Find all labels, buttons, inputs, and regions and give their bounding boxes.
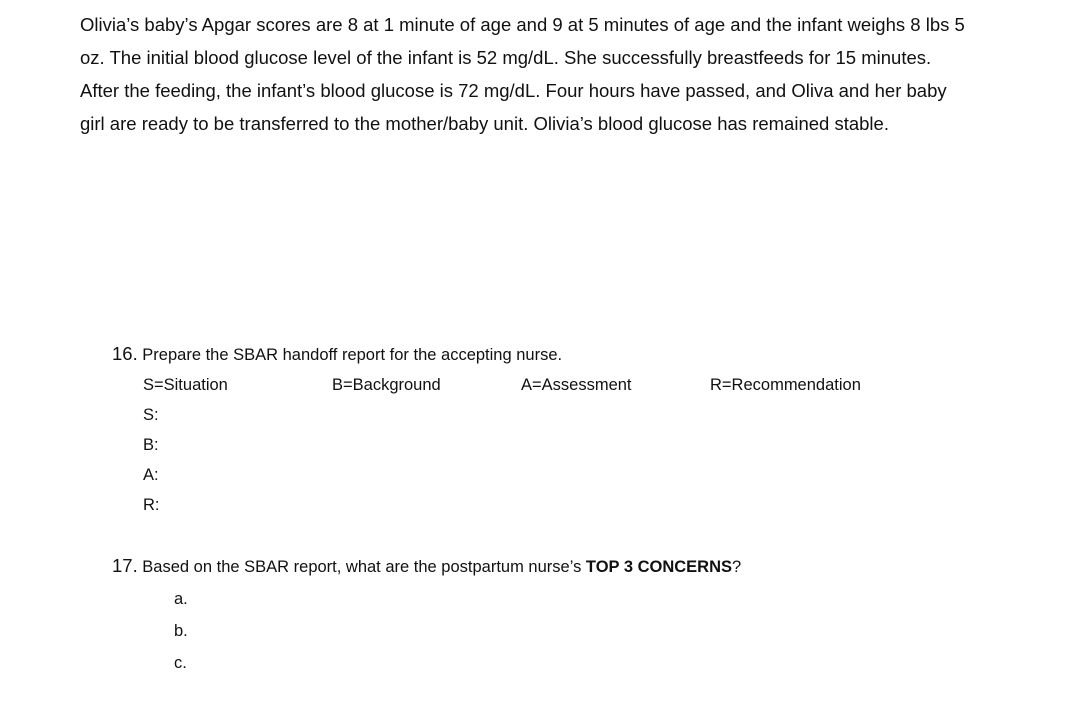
question-text: Prepare the SBAR handoff report for the accepting nurse.	[137, 346, 563, 364]
sbar-key-assessment: A=Assessment	[521, 376, 632, 394]
answer-item-a: a.	[174, 590, 188, 608]
question-emphasis: TOP 3 CONCERNS	[585, 558, 733, 576]
sbar-key-recommendation: R=Recommendation	[710, 376, 861, 394]
sbar-line-b: B:	[143, 436, 159, 454]
question-text: Based on the SBAR report, what are the postpartum nurse’s	[137, 558, 586, 576]
sbar-line-a: A:	[143, 466, 159, 484]
answer-item-c: c.	[174, 654, 187, 672]
question-number: 17.	[112, 555, 138, 576]
answer-item-b: b.	[174, 622, 188, 640]
question-17	[112, 555, 741, 577]
case-scenario-paragraph	[80, 8, 1020, 140]
question-16	[112, 343, 562, 365]
paragraph-line: Olivia’s baby’s Apgar scores are 8 at 1 minute of age and 9 at 5 minutes of age and the infant weighs 8 lbs 5	[80, 14, 965, 35]
paragraph-line: After the feeding, the infant’s blood glucose is 72 mg/dL. Four hours have passed, and Oliva and her baby	[80, 80, 947, 101]
question-number: 16.	[112, 343, 138, 364]
sbar-line-s: S:	[143, 406, 159, 424]
paragraph-line: girl are ready to be transferred to the mother/baby unit. Olivia’s blood glucose has remained stable.	[80, 113, 889, 134]
sbar-key-background: B=Background	[332, 376, 441, 394]
sbar-key-situation: S=Situation	[143, 376, 228, 394]
question-text-end: ?	[732, 558, 742, 576]
sbar-line-r: R:	[143, 496, 160, 514]
paragraph-line: oz. The initial blood glucose level of the infant is 52 mg/dL. She successfully breastfeeds for 15 minutes.	[80, 47, 932, 68]
